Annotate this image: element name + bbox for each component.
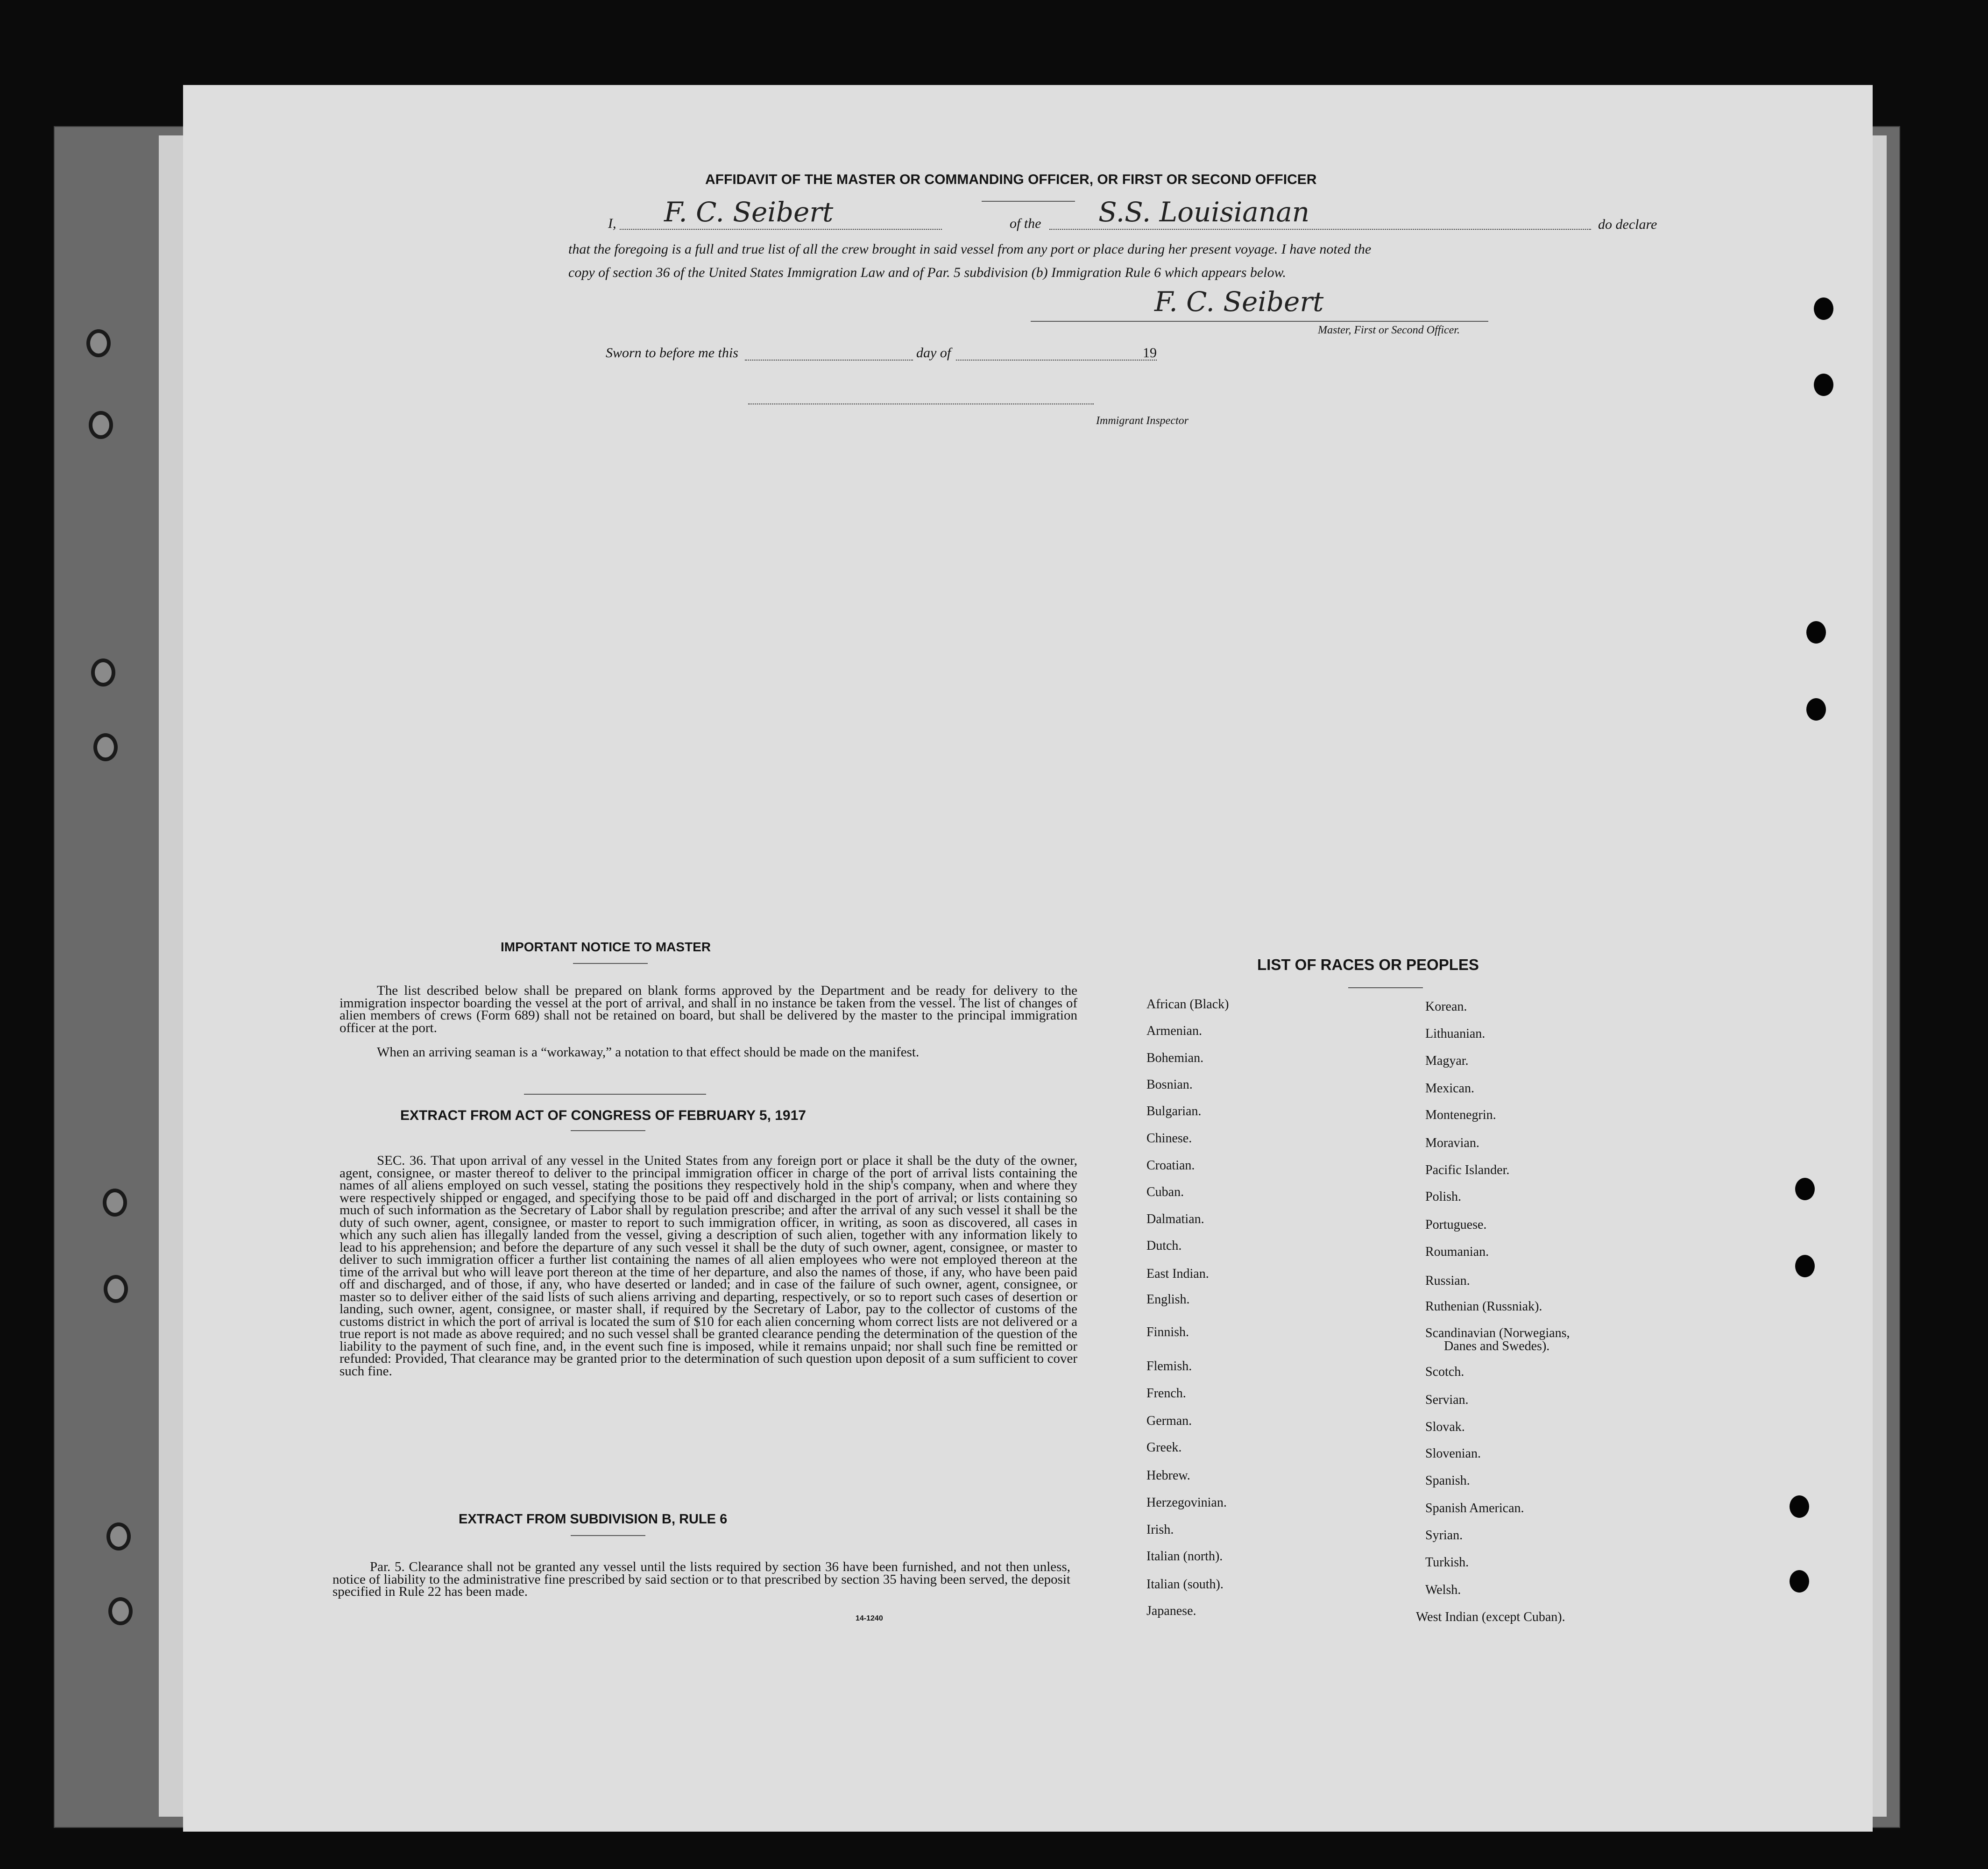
notice-text: The list described below shall be prepared on blank forms approved by the Department and be ready for delivery to the immigration inspector boarding the vessel at the port of arrival, and shall in no instance be taken from the vessel. The list of changes of alien members of crews (Form 689) shall not be retained on board, but shall be delivered by the master to the principal immigration officer at the port. bbox=[340, 983, 1077, 1035]
race-item: Servian. bbox=[1425, 1393, 1469, 1407]
race-item: Montenegrin. bbox=[1425, 1108, 1496, 1122]
binder-ring bbox=[93, 733, 118, 761]
signature-handwritten: F. C. Seibert bbox=[1154, 286, 1324, 318]
race-item: Dalmatian. bbox=[1146, 1212, 1204, 1226]
race-item: Spanish American. bbox=[1425, 1501, 1524, 1515]
form-number: 14-1240 bbox=[856, 1614, 883, 1622]
race-item: Danes and Swedes). bbox=[1444, 1339, 1550, 1353]
punch-hole bbox=[1806, 621, 1826, 644]
races-title: LIST OF RACES OR PEOPLES bbox=[1257, 956, 1479, 973]
punch-hole bbox=[1814, 374, 1833, 396]
race-item: Bosnian. bbox=[1146, 1077, 1193, 1092]
punch-hole bbox=[1790, 1570, 1809, 1593]
race-item: Flemish. bbox=[1146, 1359, 1192, 1373]
race-item: German. bbox=[1146, 1414, 1192, 1428]
race-item: English. bbox=[1146, 1292, 1190, 1307]
punch-hole bbox=[1806, 698, 1826, 721]
inspector-caption: Immigrant Inspector bbox=[1096, 415, 1189, 427]
race-item: Mexican. bbox=[1425, 1081, 1474, 1096]
sworn-prefix: Sworn to before me this bbox=[606, 345, 738, 361]
divider bbox=[1348, 987, 1423, 988]
race-item: Lithuanian. bbox=[1425, 1027, 1486, 1041]
affidavit-line2: that the foregoing is a full and true list of all the crew brought in said vessel from any port or place during her present voyage. I have noted the bbox=[568, 241, 1372, 257]
race-item: Cuban. bbox=[1146, 1185, 1184, 1199]
race-item: Japanese. bbox=[1146, 1604, 1196, 1618]
divider bbox=[524, 1094, 706, 1095]
race-item: Italian (north). bbox=[1146, 1549, 1223, 1564]
vessel-handwritten: S.S. Louisianan bbox=[1098, 196, 1310, 228]
affidavit-line1-mid: of the bbox=[1010, 216, 1041, 231]
binder-ring bbox=[103, 1189, 127, 1217]
divider bbox=[571, 1535, 645, 1536]
sworn-month-blank bbox=[956, 360, 1157, 361]
race-item: Magyar. bbox=[1425, 1054, 1469, 1068]
race-item: Herzegovinian. bbox=[1146, 1495, 1227, 1510]
race-item: West Indian (except Cuban). bbox=[1416, 1610, 1565, 1624]
race-item: Portuguese. bbox=[1425, 1218, 1487, 1232]
divider bbox=[573, 963, 648, 964]
officer-name-handwritten: F. C. Seibert bbox=[664, 196, 834, 228]
name-blank bbox=[620, 229, 942, 230]
extract-act-title: EXTRACT FROM ACT OF CONGRESS OF FEBRUARY 5, 1917 bbox=[400, 1108, 806, 1123]
race-item: Bulgarian. bbox=[1146, 1104, 1202, 1119]
sworn-mid: day of bbox=[916, 345, 951, 361]
race-item: Armenian. bbox=[1146, 1024, 1202, 1038]
affidavit-line1-suffix: do declare bbox=[1598, 217, 1657, 232]
race-item: Spanish. bbox=[1425, 1473, 1470, 1488]
notice-title: IMPORTANT NOTICE TO MASTER bbox=[501, 940, 711, 954]
race-item: Slovak. bbox=[1425, 1420, 1465, 1434]
race-item: Moravian. bbox=[1425, 1136, 1479, 1150]
sworn-year: 19 bbox=[1143, 345, 1157, 361]
race-item: Slovenian. bbox=[1425, 1446, 1481, 1461]
race-item: Dutch. bbox=[1146, 1239, 1182, 1253]
extract-rule-text: Par. 5. Clearance shall not be granted any vessel until the lists required by section 36 have been furnished, and not then unless, notice of liability to the administrative fine prescribed by said section or to that prescribed by section 35 having been served, the deposit specified in Rule 22 has been made. bbox=[333, 1559, 1070, 1599]
race-item: Scandinavian (Norwegians, bbox=[1425, 1326, 1570, 1340]
signature-line bbox=[1031, 321, 1488, 322]
race-item: Hebrew. bbox=[1146, 1468, 1190, 1483]
manifest-page bbox=[183, 85, 1873, 1832]
binder-ring bbox=[86, 329, 111, 357]
race-item: Turkish. bbox=[1425, 1555, 1469, 1570]
race-item: Russian. bbox=[1425, 1274, 1470, 1288]
race-item: Ruthenian (Russniak). bbox=[1425, 1299, 1542, 1314]
binder-ring bbox=[108, 1597, 133, 1625]
binder-ring bbox=[104, 1275, 128, 1303]
signature-caption: Master, First or Second Officer. bbox=[1318, 324, 1460, 336]
punch-hole bbox=[1795, 1178, 1815, 1200]
binder-ring bbox=[89, 411, 113, 439]
race-item: Scotch. bbox=[1425, 1365, 1464, 1379]
affidavit-line3: copy of section 36 of the United States Immigration Law and of Par. 5 subdivision (b) Immigration Rule 6 which appears below. bbox=[568, 265, 1286, 280]
race-item: French. bbox=[1146, 1386, 1186, 1401]
race-item: Korean. bbox=[1425, 999, 1467, 1014]
punch-hole bbox=[1814, 297, 1833, 320]
extract-rule-title: EXTRACT FROM SUBDIVISION B, RULE 6 bbox=[459, 1512, 728, 1527]
affidavit-title: AFFIDAVIT OF THE MASTER OR COMMANDING OFFICER, OR FIRST OR SECOND OFFICER bbox=[705, 172, 1317, 187]
sworn-day-blank bbox=[745, 360, 913, 361]
race-item: East Indian. bbox=[1146, 1267, 1209, 1281]
race-item: Syrian. bbox=[1425, 1528, 1463, 1543]
race-item: Welsh. bbox=[1425, 1583, 1461, 1597]
punch-hole bbox=[1790, 1495, 1809, 1518]
race-item: African (Black) bbox=[1146, 997, 1229, 1012]
race-item: Irish. bbox=[1146, 1522, 1174, 1537]
race-item: Finnish. bbox=[1146, 1325, 1189, 1339]
punch-hole bbox=[1795, 1255, 1815, 1277]
binder-ring bbox=[106, 1522, 131, 1550]
race-item: Pacific Islander. bbox=[1425, 1163, 1510, 1177]
race-item: Chinese. bbox=[1146, 1131, 1192, 1146]
extract-act-text: SEC. 36. That upon arrival of any vessel in the United States from any foreign port or place it shall be the duty of the owner, agent, consignee, or master thereof to deliver to the principal immigration officer in charge of the port of arrival lists containing the names of all aliens employed on such vessel, stating the positions they respectively hold in the ship's company, when and where they were respectively shipped or engaged, and specifying those to be paid off and discharged in the port of arrival; or lists containing so much of such information as the Secretary of Labor shall by regulation prescribe; and after the arrival of any such vessel it shall be the duty of such owner, agent, consignee, or master to report to such immigration officer, in writing, as soon as discovered, all cases in which any such alien has illegally landed from the vessel, giving a description of such alien, together with any information likely to lead to his apprehension; and before the departure of any such vessel it shall be the duty of such owner, agent, consignee, or master to deliver to such immigration officer a further list containing the names of all alien employees who were not employed thereon at the time of the arrival but who will leave port thereon at the time of her departure, and also the names of those, if any, who have been paid off and discharged, and of those, if any, who have deserted or landed; and in case of the failure of such owner, agent, consignee, or master so to deliver either of the said lists of such aliens arriving and departing, respectively, or so to report such cases of desertion or landing, such owner, agent, consignee, or master shall, if required by the Secretary of Labor, pay to the collector of customs of the customs district in which the port of arrival is located the sum of $10 for each alien concerning whom correct lists are not delivered or a true report is not made as above required; and no such vessel shall be granted clearance pending the determination of the question of the liability to the payment of such fine, and, in the event such fine is imposed, while it remains unpaid; nor shall such fine be remitted or refunded: Provided, That clearance may be granted prior to the determination of such question upon deposit of a sum sufficient to cover such fine. bbox=[340, 1153, 1077, 1379]
notice-text-2: When an arriving seaman is a “workaway,” a notation to that effect should be made on the manifest. bbox=[377, 1045, 920, 1060]
race-item: Polish. bbox=[1425, 1189, 1462, 1204]
divider bbox=[982, 201, 1075, 202]
race-item: Greek. bbox=[1146, 1440, 1182, 1455]
divider bbox=[571, 1130, 645, 1131]
race-item: Roumanian. bbox=[1425, 1245, 1489, 1259]
race-item: Croatian. bbox=[1146, 1158, 1195, 1173]
race-item: Italian (south). bbox=[1146, 1577, 1224, 1592]
vessel-blank bbox=[1049, 229, 1591, 230]
race-item: Bohemian. bbox=[1146, 1051, 1204, 1065]
binder-ring bbox=[91, 658, 115, 687]
affidavit-line1-prefix: I, bbox=[608, 216, 616, 231]
